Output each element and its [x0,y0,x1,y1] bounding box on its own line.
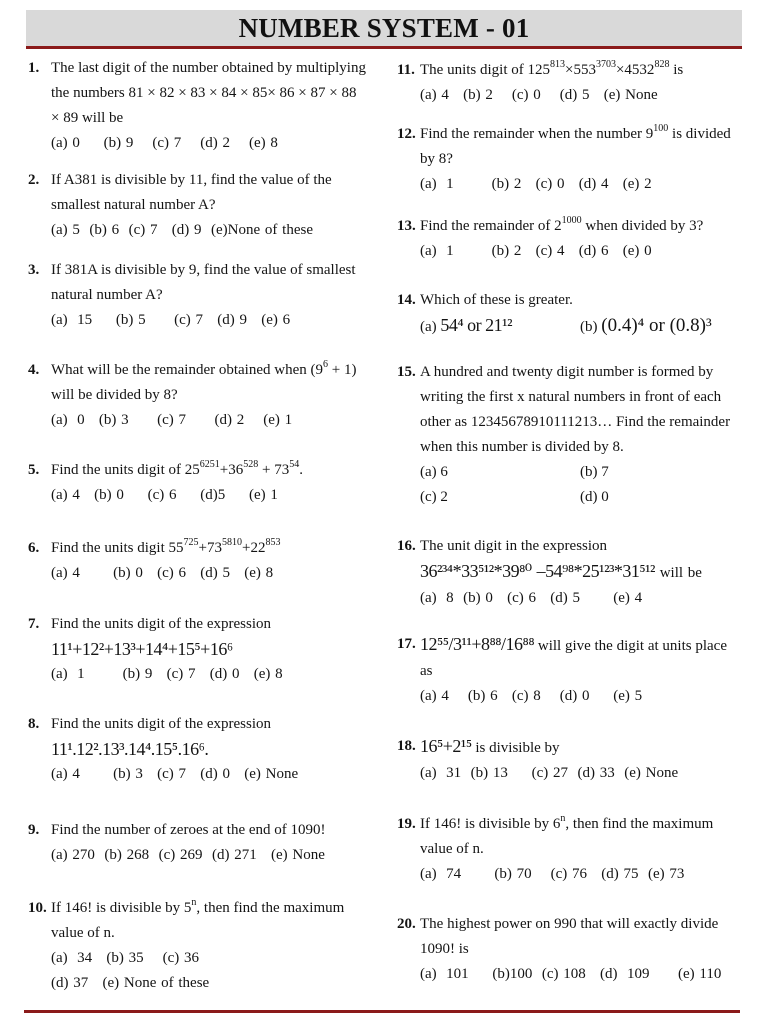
question-20 [397,912,737,987]
question-text: Find the remainder when the number $9^{100}$ is divided by 8? [420,123,731,167]
question-19 [397,812,737,887]
question-text: If 146! is divisible by 5$^n$, then find the maximum value of n. [51,897,345,941]
question-number: 15. [397,364,416,380]
question-expression: 36²³⁴*33⁵¹²*39⁸⁰ –54⁹⁸*25¹²³*31⁵¹² [420,561,655,581]
question-options: (a) 4 (b) 0 (c) 6 (d) 5 (e) 8 [51,565,274,581]
question-number: 3. [28,262,40,278]
question-options: (a) 1 (b) 2 (c) 4 (d) 6 (e) 0 [420,243,652,259]
question-options: (a) 1 (b) 9 (c) 7 (d) 0 (e) 8 [51,666,283,682]
question-11 [397,58,737,108]
comparison-options [397,313,737,340]
question-6 [28,536,368,586]
question-options-line2: (d) 37 (e) None of these [51,975,210,991]
question-options: (a) 34 (b) 35 (c) 36 [51,950,200,966]
question-16: 16. The unit digit in the expression 36²³⁴*33⁵¹²*39⁸⁰ –54⁹⁸*25¹²³*31⁵¹² will be (a) 8 (b) 0 (c) 6 (d) 5 (e) 4 [397,534,737,611]
question-text: Find the units digit of $25^{6251}+36^{528} + 73^{54}$. [51,459,303,478]
question-text: Which of these is greater. [420,292,573,308]
question-text: If A381 is divisible by 11, find the value of the smallest natural number A? [51,172,332,213]
question-17 [397,632,737,709]
question-number: 20. [397,916,416,932]
question-text: 16⁵+2¹⁵ is divisible by [420,736,560,756]
question-8 [28,712,368,787]
question-number: 12. [397,126,416,142]
question-12 [397,122,737,197]
question-14 [397,288,737,340]
question-options: (a) 270 (b) 268 (c) 269 (d) 271 (e) None [51,847,325,863]
option-b-expression: (0.4)⁴ or (0.8)³ [601,315,712,336]
question-text: If 381A is divisible by 9, find the value of smallest natural number A? [51,262,356,303]
option-c: (c) 2 [420,489,448,505]
question-number: 5. [28,462,40,478]
question-options: (a) 0 (b) 3 (c) 7 (d) 2 (e) 1 [51,412,293,428]
question-number: 13. [397,218,416,234]
question-number: 18. [397,738,416,754]
question-options: (a) 74 (b) 70 (c) 76 (d) 75 (e) 73 [420,866,685,882]
option-a: (a) 6 [420,464,448,480]
bottom-rule [24,1010,740,1013]
question-text: Find the number of zeroes at the end of 1090! [51,822,326,838]
question-text: Find the remainder of $2^{1000}$ when divided by 3? [420,215,704,234]
question-text: Find the units digit $55^{725}+73^{5810}+22^{853}$ [51,537,281,556]
option-b-label: (b) [580,319,598,335]
question-options: (a) 8 (b) 0 (c) 6 (d) 5 (e) 4 [420,590,643,606]
question-number: 9. [28,822,40,838]
question-number: 4. [28,362,40,378]
question-3 [28,258,368,333]
question-1 [28,56,368,156]
question-number: 14. [397,292,416,308]
question-text: A hundred and twenty digit number is formed by writing the first x natural numbers in front of each other as 12345678910111213… Find the remainder when this number is divided by 8. [420,364,731,455]
option-a-expression: 54⁴ or 21¹² [440,315,512,335]
question-options: (a) 0 (b) 9 (c) 7 (d) 2 (e) 8 [51,135,278,151]
question-number: 2. [28,172,40,188]
question-13 [397,214,737,264]
question-number: 10. [28,900,47,916]
question-text: Find the units digit of the expression [51,716,271,732]
option-a-label: (a) [420,319,437,335]
question-expression: 11¹+12²+13³+14⁴+15⁵+16⁶ [51,639,233,659]
question-options: (a) 4 (b) 6 (c) 8 (d) 0 (e) 5 [420,688,643,704]
question-options: (a) 4 (b) 2 (c) 0 (d) 5 (e) None [420,87,658,103]
question-text: The unit digit in the expression [420,538,608,554]
page-title: NUMBER SYSTEM - 01 [238,12,530,43]
question-expression: 16⁵+2¹⁵ [420,736,472,756]
question-number: 19. [397,816,416,832]
question-4 [28,358,368,433]
question-text: Find the units digit of the expression [51,616,271,632]
question-number: 7. [28,616,40,632]
question-7 [28,612,368,687]
question-text: What will be the remainder obtained when $(9^6 + 1)$ will be divided by 8? [51,359,357,403]
question-number: 17. [397,636,416,652]
question-number: 1. [28,60,40,76]
question-9 [28,818,368,868]
option-d: (d) 0 [580,489,609,505]
question-number: 8. [28,716,40,732]
question-options: (a) 15 (b) 5 (c) 7 (d) 9 (e) 6 [51,312,291,328]
question-number: 11. [397,62,415,78]
question-options: (a) 101 (b)100 (c) 108 (d) 109 (e) 110 [420,966,722,982]
question-number: 6. [28,540,40,556]
question-options: (a) 4 (b) 0 (c) 6 (d)5 (e) 1 [51,487,278,503]
question-options: (a) 5 (b) 6 (c) 7 (d) 9 (e)None of these [51,222,313,238]
question-text: If 146! is divisible by 6$^n$, then find the maximum value of n. [420,813,714,857]
question-options [397,460,737,510]
question-10 [28,896,368,996]
option-b: (b) 7 [580,464,609,480]
question-text: The highest power on 990 that will exactly divide 1090! is [420,916,719,957]
question-15 [397,360,737,510]
question-18 [397,734,737,786]
question-text: The last digit of the number obtained by multiplying the numbers 81 × 82 × 83 × 84 × 85× 86 × 87 × 88 × 89 will be [51,60,366,126]
question-number: 16. [397,538,416,554]
question-options: (a) 31 (b) 13 (c) 27 (d) 33 (e) None [420,765,679,781]
question-options: (a) 4 (b) 3 (c) 7 (d) 0 (e) None [51,766,299,782]
question-text: 12⁵⁵/3¹¹+8⁸⁸/16⁸⁸ will give the digit at units place as [420,634,727,679]
question-2 [28,168,368,243]
title-bar [26,10,742,49]
question-5 [28,458,368,508]
question-expression: 11¹.12².13³.14⁴.15⁵.16⁶. [51,739,209,759]
question-text: The units digit of $125^{813}\times 553^{3703}\times 4532^{828}$ is [420,59,684,78]
question-expression: 12⁵⁵/3¹¹+8⁸⁸/16⁸⁸ [420,634,535,654]
question-options: (a) 1 (b) 2 (c) 0 (d) 4 (e) 2 [420,176,652,192]
